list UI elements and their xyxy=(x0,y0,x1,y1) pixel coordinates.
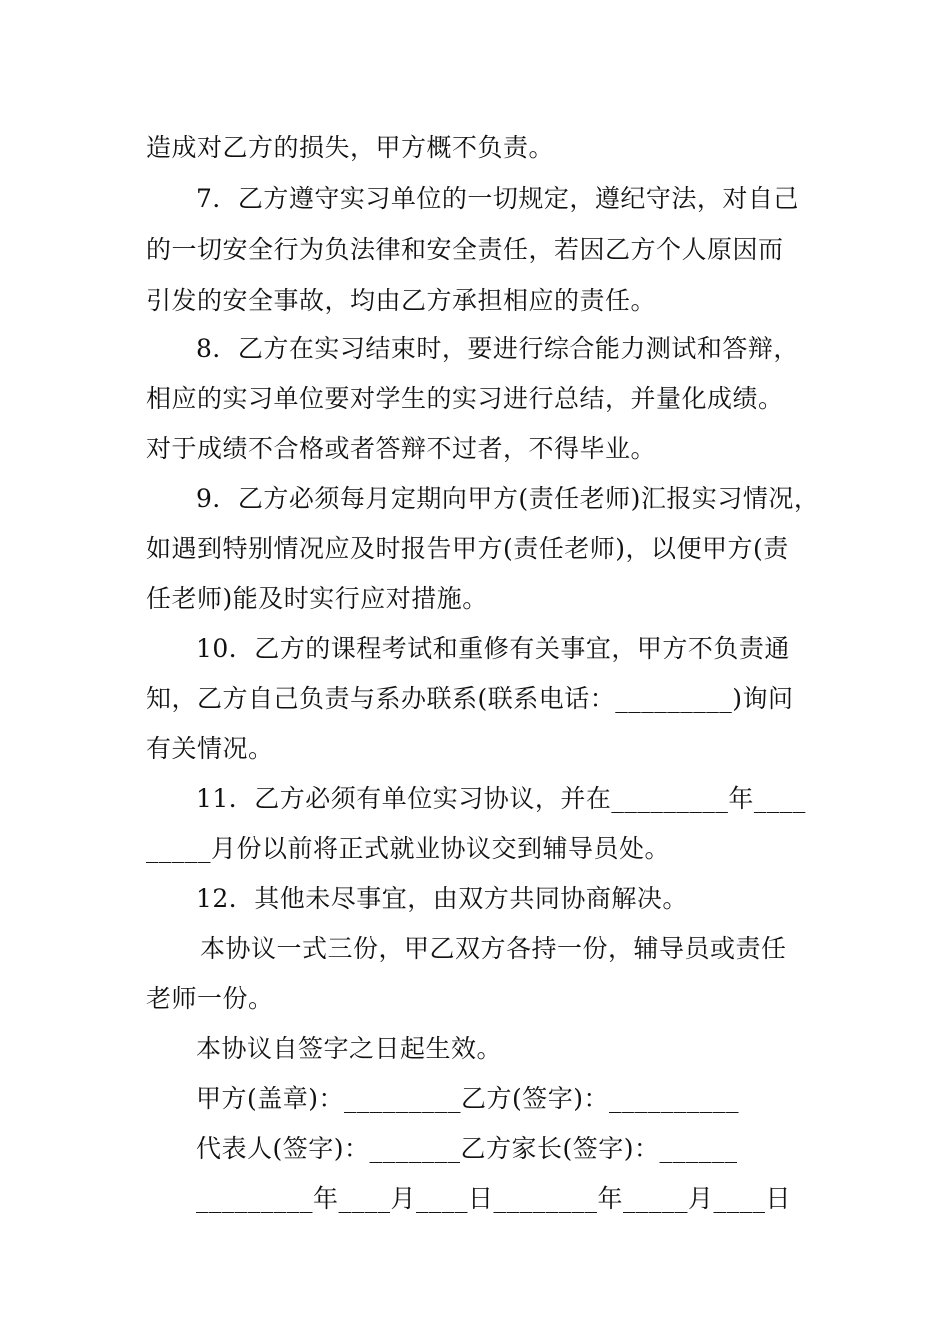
paragraph-8-line-2: 相应的实习单位要对学生的实习进行总结，并量化成绩。 xyxy=(146,384,784,413)
paragraph-11-line-1: 11．乙方必须有单位实习协议，并在_________年____ xyxy=(196,784,806,813)
paragraph-7-line-2: 的一切安全行为负法律和安全责任，若因乙方个人原因而 xyxy=(146,235,784,264)
paragraph-10-line-3: 有关情况。 xyxy=(146,734,274,763)
paragraph-7-line-3: 引发的安全事故，均由乙方承担相应的责任。 xyxy=(146,286,657,315)
date-line: _________年____月____日________年_____月____日 xyxy=(196,1184,792,1213)
signature-line-representative-parent: 代表人(签字)：_______乙方家长(签字)：______ xyxy=(196,1134,738,1163)
effective-clause: 本协议自签字之日起生效。 xyxy=(196,1034,503,1063)
copies-line-2: 老师一份。 xyxy=(146,984,274,1013)
paragraph-9-line-1: 9．乙方必须每月定期向甲方(责任老师)汇报实习情况， xyxy=(196,484,820,513)
paragraph-10-line-1: 10．乙方的课程考试和重修有关事宜，甲方不负责通 xyxy=(196,634,790,663)
paragraph-7-line-1: 7．乙方遵守实习单位的一切规定，遵纪守法，对自己 xyxy=(196,184,799,213)
copies-line-1: 本协议一式三份，甲乙双方各持一份，辅导员或责任 xyxy=(200,934,787,963)
paragraph-10-line-2: 知，乙方自己负责与系办联系(联系电话：_________)询问 xyxy=(146,684,794,713)
paragraph-9-line-2: 如遇到特别情况应及时报告甲方(责任老师)，以便甲方(责 xyxy=(146,534,789,563)
paragraph-8-line-1: 8．乙方在实习结束时，要进行综合能力测试和答辩， xyxy=(196,334,799,363)
paragraph-8-line-3: 对于成绩不合格或者答辩不过者，不得毕业。 xyxy=(146,434,657,463)
text-line: 造成对乙方的损失，甲方概不负责。 xyxy=(146,133,555,162)
signature-line-party-a-b: 甲方(盖章)：_________乙方(签字)：__________ xyxy=(196,1084,740,1113)
paragraph-9-line-3: 任老师)能及时实行应对措施。 xyxy=(146,584,488,613)
paragraph-11-line-2: _____月份以前将正式就业协议交到辅导员处。 xyxy=(146,834,671,863)
paragraph-12: 12．其他未尽事宜，由双方共同协商解决。 xyxy=(196,884,688,913)
